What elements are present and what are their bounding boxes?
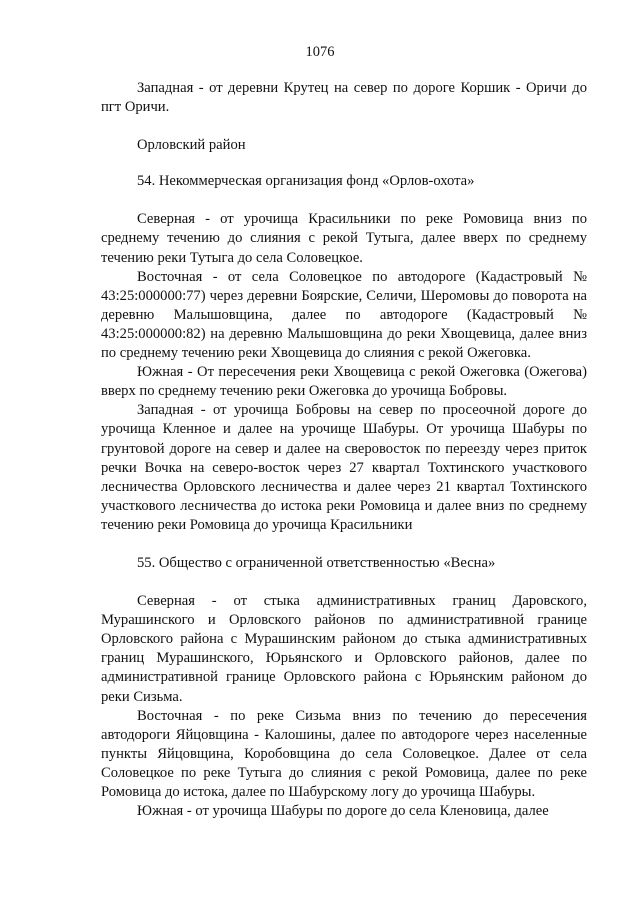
section-55-east-border: Восточная - по реке Сизьма вниз по течению до пересечения автодороги Яйцовщина - Калошины, далее по автодороге через населенные пункты Яйцовщина, Коробовщина до села Соловецкое. Далее от села Соловецкое по реке Тутыга до слияния с рекой Ромовица, далее по реке Ромовица до истока, далее по Шабурскому логу до урочища Шабуры. [101,707,587,800]
section-54-west-border: Западная - от урочища Бобровы на север по просеочной дороге до урочища Кленное и далее на урочище Шабуры. От урочища Шабуры по грунтовой дороге на север и далее на сверовосток по переезду через приток речки Вочка на северо-восток через 27 квартал Тохтинского участкового лесничества Орловского лесничества и далее через 21 квартал Тохтинского участкового лесничества до истока реки Ромовица и далее вниз по среднему течению реки Ромовица до урочища Красильники [101,402,587,533]
section-55-heading: 55. Общество с ограниченной ответственностью «Весна» [137,554,496,571]
page-number: 1076 [305,44,335,60]
section-54-north-border: Северная - от урочища Красильники по реке Ромовица вниз по среднему течению до слияния с рекой Тутыга, далее вверх по среднему течению реки Тутыга до села Соловецкое. [101,211,587,266]
district-heading: Орловский район [137,137,246,154]
intro-paragraph: Западная - от деревни Крутец на север по дороге Коршик - Оричи до пгт Оричи. [101,80,587,116]
section-54-east-border: Восточная - от села Соловецкое по автодороге (Кадастровый № 43:25:000000:77) через деревни Боярские, Селичи, Шеромовы до поворота на деревню Малышовщина, далее по автодороге (Кадастровый № 43:25:000000:82) на деревню Малышовщина до реки Хвощевица, далее вниз по среднему течению реки Хвощевица до слияния с рекой Ожеговка. [101,268,587,362]
section-55-north-border: Северная - от стыка административных границ Даровского, Мурашинского и Орловского районов по административной границе Орловского района с Мурашинским районом до стыка административных границ Мурашинского, Юрьянского и Орловского районов, далее по административной границе Орловского района с Юрьянским районом до реки Сизьма. [101,593,587,705]
section-54-south-border: Южная - От пересечения реки Хвощевица с рекой Ожеговка (Ожегова) вверх по среднему течению реки Ожеговка до урочища Бобровы. [101,364,587,400]
section-54-heading: 54. Некоммерческая организация фонд «Орлов-охота» [137,173,475,190]
section-55-south-border: Южная - от урочища Шабуры по дороге до села Кленовица, далее [137,803,549,820]
document-body [101,79,587,821]
